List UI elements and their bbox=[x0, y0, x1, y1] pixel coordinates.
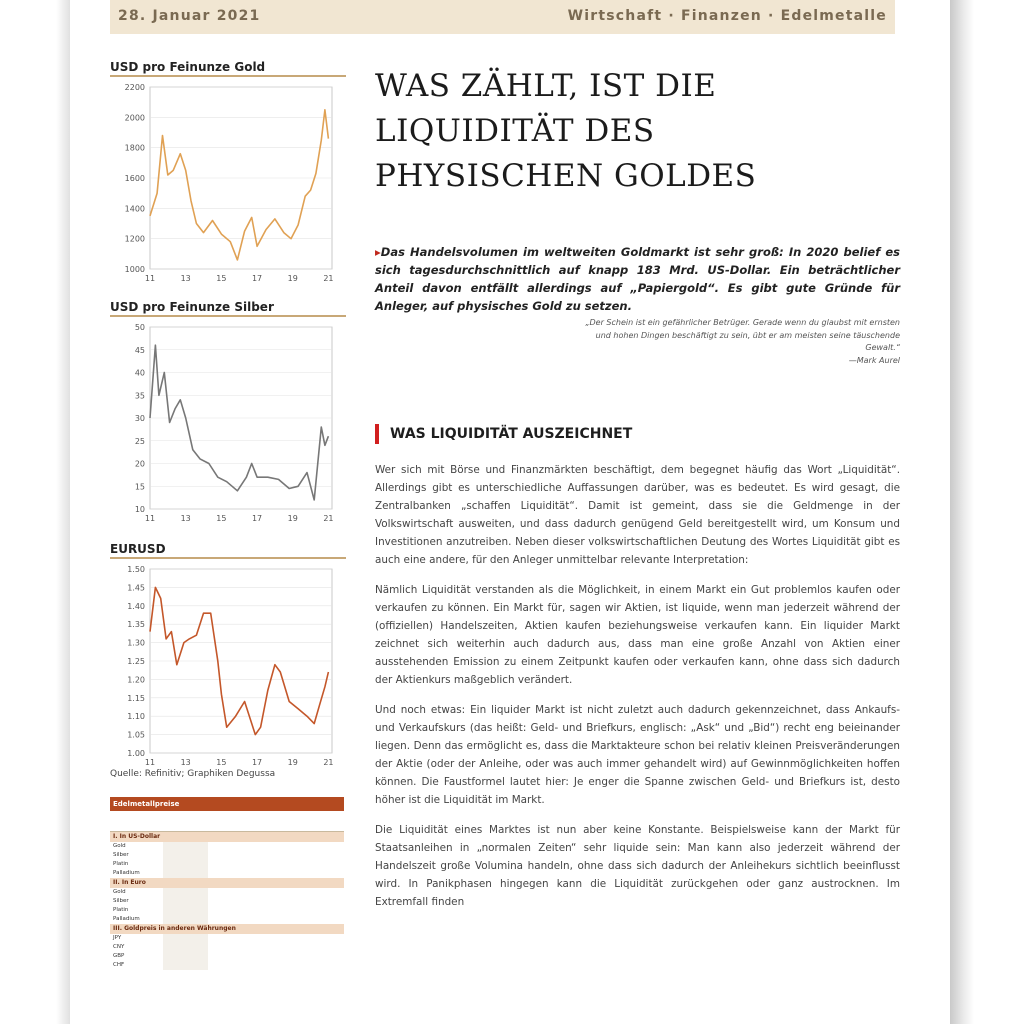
x-tick-label: 19 bbox=[287, 274, 298, 283]
x-tick-label: 13 bbox=[180, 274, 191, 283]
gold-chart-title: USD pro Feinunze Gold bbox=[110, 60, 346, 77]
lead-marker: ▸ bbox=[375, 245, 381, 259]
y-tick-label: 1.15 bbox=[127, 693, 145, 703]
table-row-label: Platin bbox=[113, 861, 129, 867]
y-tick-label: 1400 bbox=[124, 204, 145, 214]
y-tick-label: 30 bbox=[134, 414, 145, 423]
table-row bbox=[110, 943, 344, 952]
table-row bbox=[110, 860, 344, 869]
table-row bbox=[110, 842, 344, 851]
y-tick-label: 1.45 bbox=[127, 583, 145, 593]
x-tick-label: 21 bbox=[323, 514, 334, 523]
y-tick-label: 1.10 bbox=[127, 712, 145, 722]
table-row-label: CNY bbox=[113, 944, 125, 950]
body-paragraph-4: Die Liquidität eines Marktes ist nun aber keine Konstante. Beispielsweise kann der Markt für Staatsanleihen in „normalen Zeiten“ sehr liquide sein: Man kann also jederzeit während der Handelszeit große Volumina handeln, ohne dass sich dadurch der Anleihekurs sichtlich beeinflusst wird. In Panikphasen hingegen kann die Liquidität zurückgehen oder ganz austrocknen. Im Extremfall finden bbox=[375, 824, 900, 908]
x-tick-label: 11 bbox=[144, 274, 156, 283]
table-section-2: II. In Euro bbox=[110, 878, 344, 888]
table-row bbox=[110, 952, 344, 961]
table-row bbox=[110, 906, 344, 915]
body-paragraph-2: Nämlich Liquidität verstanden als die Möglichkeit, in einem Markt ein Gut problemlos kaufen oder verkaufen zu können. Ein Markt für, sagen wir Aktien, ist liquide, wenn man jederzeit während der (offiziellen) Handelszeiten, Aktien kaufen beziehungsweise verkaufen kann. Ein liquider Markt zeichnet sich weiterhin auch dadurch aus, dass man eine große Anzahl von Aktien einer ausstehenden Emission zu einem Zeitpunkt kaufen oder verkaufen kann, ohne dass sich dadurch der Aktienkurs maßgeblich verändert. bbox=[375, 584, 900, 686]
page-shadow-right bbox=[950, 0, 974, 1024]
x-tick-label: 15 bbox=[216, 514, 227, 523]
table-row bbox=[110, 851, 344, 860]
headline bbox=[375, 64, 895, 199]
table-row-label: Silber bbox=[113, 852, 129, 858]
table-row bbox=[110, 961, 344, 970]
y-tick-label: 35 bbox=[134, 391, 145, 401]
x-tick-label: 13 bbox=[180, 514, 191, 523]
table-row-label: GBP bbox=[113, 953, 125, 959]
y-tick-label: 1.20 bbox=[127, 675, 145, 685]
table-row bbox=[110, 869, 344, 878]
y-tick-label: 1000 bbox=[124, 265, 145, 274]
table-row bbox=[110, 934, 344, 943]
y-tick-label: 1200 bbox=[124, 234, 145, 244]
y-tick-label: 1.30 bbox=[127, 638, 145, 648]
section-heading: WAS LIQUIDITÄT AUSZEICHNET bbox=[375, 424, 632, 444]
y-tick-label: 20 bbox=[134, 459, 145, 469]
table-row-label: JPY bbox=[113, 935, 122, 941]
lead-paragraph bbox=[375, 243, 900, 315]
price-table bbox=[110, 797, 344, 970]
x-tick-label: 17 bbox=[251, 514, 263, 523]
y-tick-label: 1.25 bbox=[127, 657, 145, 666]
price-table-title: Edelmetallpreise bbox=[110, 797, 344, 811]
x-tick-label: 21 bbox=[323, 274, 334, 283]
x-tick-label: 21 bbox=[323, 758, 334, 767]
x-tick-label: 11 bbox=[144, 514, 156, 523]
quote-text: „Der Schein ist ein gefährlicher Betrüger. Gerade wenn du glaubst mit ernsten und hohen Dingen beschäftigt zu sein, übt er am meisten seine täuschende Gewalt.“ bbox=[585, 318, 900, 352]
table-row-label: Gold bbox=[113, 843, 126, 849]
quote-author: —Mark Aurel bbox=[848, 355, 900, 365]
y-tick-label: 1.35 bbox=[127, 620, 145, 630]
x-tick-label: 17 bbox=[251, 274, 263, 283]
body-paragraph-1: Wer sich mit Börse und Finanzmärkten beschäftigt, dem begegnet häufig das Wort „Liquidität“. Allerdings gibt es unterschiedliche Auffassungen darüber, was es bedeutet. Es wird gesagt, die Zentralbanken „schaffen Liquidität“. Damit ist gemeint, dass sie die Geldmenge in der Volkswirtschaft ausweiten, und dass dadurch genügend Geld bereitgestellt wird, um Konsum und Investitionen anzutreiben. Neben dieser volkswirtschaftlichen Deutung des Wortes Liquidität gibt es auch eine andere, für den Anleger unmittelbar relevante Interpretation: bbox=[375, 464, 900, 566]
gold-chart bbox=[110, 60, 346, 287]
x-tick-label: 13 bbox=[180, 758, 191, 767]
table-section-3: III. Goldpreis in anderen Währungen bbox=[110, 924, 344, 934]
lead-text: Das Handelsvolumen im weltweiten Goldmarkt ist sehr groß: In 2020 belief es sich tagesdurchschnittlich auf knapp 183 Mrd. US-Dollar. Ein beträchtlicher Anteil davon entfällt allerdings auf „Papiergold“. Es gibt gute Gründe für Anleger, auf physisches Gold zu setzen. bbox=[375, 245, 900, 313]
x-tick-label: 19 bbox=[287, 758, 298, 767]
y-tick-label: 50 bbox=[134, 323, 145, 332]
x-tick-label: 17 bbox=[251, 758, 263, 767]
y-tick-label: 15 bbox=[134, 482, 145, 492]
table-row-label: Palladium bbox=[113, 870, 140, 876]
chart-source: Quelle: Refinitiv; Graphiken Degussa bbox=[110, 769, 276, 779]
y-tick-label: 40 bbox=[134, 368, 145, 378]
x-tick-label: 15 bbox=[216, 274, 227, 283]
table-row-label: Gold bbox=[113, 889, 126, 895]
header-bar bbox=[110, 0, 895, 34]
headline-line-3: PHYSISCHEN GOLDES bbox=[375, 158, 757, 194]
header-date: 28. Januar 2021 bbox=[118, 8, 261, 24]
y-tick-label: 1.05 bbox=[127, 730, 145, 740]
headline-line-1: WAS ZÄHLT, IST DIE bbox=[375, 68, 717, 104]
x-tick-label: 11 bbox=[144, 758, 156, 767]
table-row bbox=[110, 897, 344, 906]
table-row-label: Platin bbox=[113, 907, 129, 913]
y-tick-label: 1800 bbox=[124, 143, 145, 153]
y-tick-label: 1600 bbox=[124, 174, 145, 183]
silver-chart-title: USD pro Feinunze Silber bbox=[110, 300, 346, 317]
table-row-label: Silber bbox=[113, 898, 129, 904]
gold-chart-svg bbox=[110, 77, 346, 287]
document-page bbox=[70, 0, 950, 1024]
series-line bbox=[150, 345, 328, 500]
page-shadow-left bbox=[56, 0, 70, 1024]
y-tick-label: 2200 bbox=[124, 83, 145, 92]
quote bbox=[570, 317, 900, 367]
table-row bbox=[110, 915, 344, 924]
silver-chart-svg bbox=[110, 317, 346, 527]
y-tick-label: 1.50 bbox=[127, 565, 145, 574]
table-row bbox=[110, 888, 344, 897]
price-table-subheader bbox=[110, 811, 344, 832]
y-tick-label: 10 bbox=[134, 505, 145, 514]
series-line bbox=[150, 110, 328, 260]
y-tick-label: 2000 bbox=[124, 113, 145, 123]
eurusd-chart-title: EURUSD bbox=[110, 542, 346, 559]
y-tick-label: 1.00 bbox=[127, 749, 145, 758]
header-section: Wirtschaft · Finanzen · Edelmetalle bbox=[567, 8, 887, 24]
y-tick-label: 45 bbox=[134, 345, 145, 355]
y-tick-label: 1.40 bbox=[127, 601, 145, 611]
table-section-1: I. In US-Dollar bbox=[110, 832, 344, 842]
article-body bbox=[375, 461, 900, 923]
x-tick-label: 19 bbox=[287, 514, 298, 523]
eurusd-chart bbox=[110, 542, 346, 771]
y-tick-label: 25 bbox=[134, 436, 145, 446]
eurusd-chart-svg bbox=[110, 559, 346, 771]
x-tick-label: 15 bbox=[216, 758, 227, 767]
silver-chart bbox=[110, 300, 346, 527]
table-row-label: Palladium bbox=[113, 916, 140, 922]
body-paragraph-3: Und noch etwas: Ein liquider Markt ist nicht zuletzt auch dadurch gekennzeichnet, dass Ankaufs- und Verkaufskurs (das heißt: Geld- und Briefkurs, englisch: „Ask“ und „Bid“) recht eng beieinander liegen. Denn das ermöglicht es, dass die Marktakteure schon bei relativ kleinen Preisveränderungen der Aktie (oder der Anleihe, oder was auch immer gehandelt wird) auf Gewinnmöglichkeiten hoffen können. Die Faustformel lautet hier: Je enger die Spanne zwischen Geld- und Briefkurs ist, desto höher ist die Liquidität im Markt. bbox=[375, 704, 900, 806]
headline-line-2: LIQUIDITÄT DES bbox=[375, 113, 655, 149]
table-row-label: CHF bbox=[113, 962, 125, 968]
